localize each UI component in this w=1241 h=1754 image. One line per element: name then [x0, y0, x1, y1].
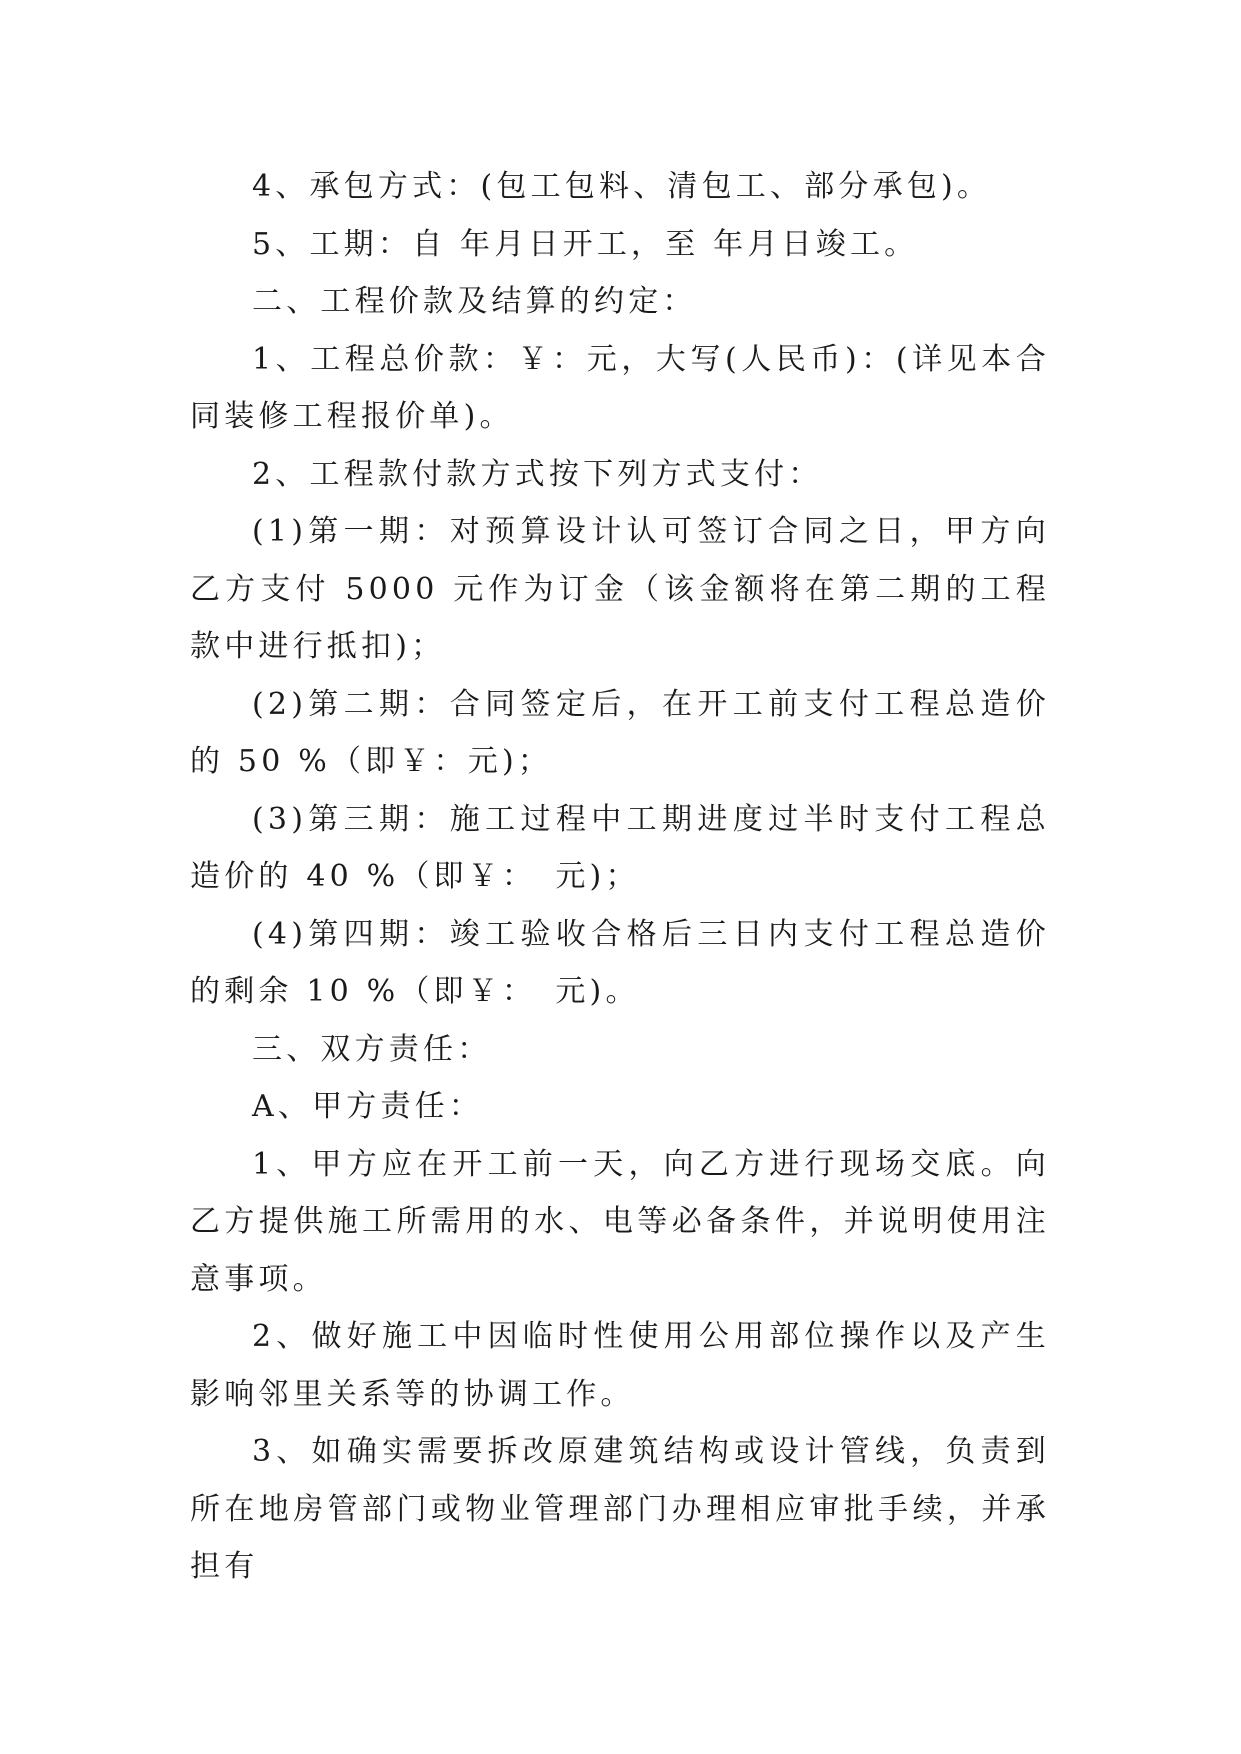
paragraph-payment-phase-4: (4)第四期：竣工验收合格后三日内支付工程总造价的剩余 10 %（即￥： 元)。 — [190, 916, 1050, 1009]
paragraph-payment-phase-2: (2)第二期：合同签定后，在开工前支付工程总造价的 50 %（即￥：元)； — [190, 686, 1050, 779]
paragraph-payment-method: 2、工程款付款方式按下列方式支付： — [252, 456, 823, 492]
document-body — [190, 158, 1050, 1596]
paragraph-construction-period: 5、工期：自 年月日开工，至 年月日竣工。 — [252, 226, 919, 262]
paragraph-payment-phase-3: (3)第三期：施工过程中工期进度过半时支付工程总造价的 40 %（即￥： 元)； — [190, 801, 1050, 894]
section-heading-price-settlement: 二、工程价款及结算的约定： — [252, 284, 697, 319]
paragraph-contract-method: 4、承包方式：(包工包料、清包工、部分承包)。 — [252, 169, 992, 204]
paragraph-payment-phase-1: (1)第一期：对预算设计认可签订合同之日，甲方向乙方支付 5000 元作为订金（该金额将在第二期的工程款中进行抵扣)； — [190, 514, 1050, 664]
paragraph-party-a-duty-3: 3、如确实需要拆改原建筑结构或设计管线，负责到所在地房管部门或物业管理部门办理相应审批手续，并承担有 — [190, 1434, 1050, 1584]
section-heading-responsibilities: 三、双方责任： — [252, 1031, 492, 1067]
paragraph-party-a-duty-2: 2、做好施工中因临时性使用公用部位操作以及产生影响邻里关系等的协调工作。 — [190, 1319, 1050, 1412]
paragraph-party-a-duty-1: 1、甲方应在开工前一天，向乙方进行现场交底。向乙方提供施工所需用的水、电等必备条件，并说明使用注意事项。 — [190, 1146, 1050, 1297]
subheading-party-a-responsibilities: A、甲方责任： — [252, 1089, 484, 1124]
paragraph-total-price: 1、工程总价款：￥：元，大写(人民币)：(详见本合同装修工程报价单)。 — [190, 341, 1050, 434]
